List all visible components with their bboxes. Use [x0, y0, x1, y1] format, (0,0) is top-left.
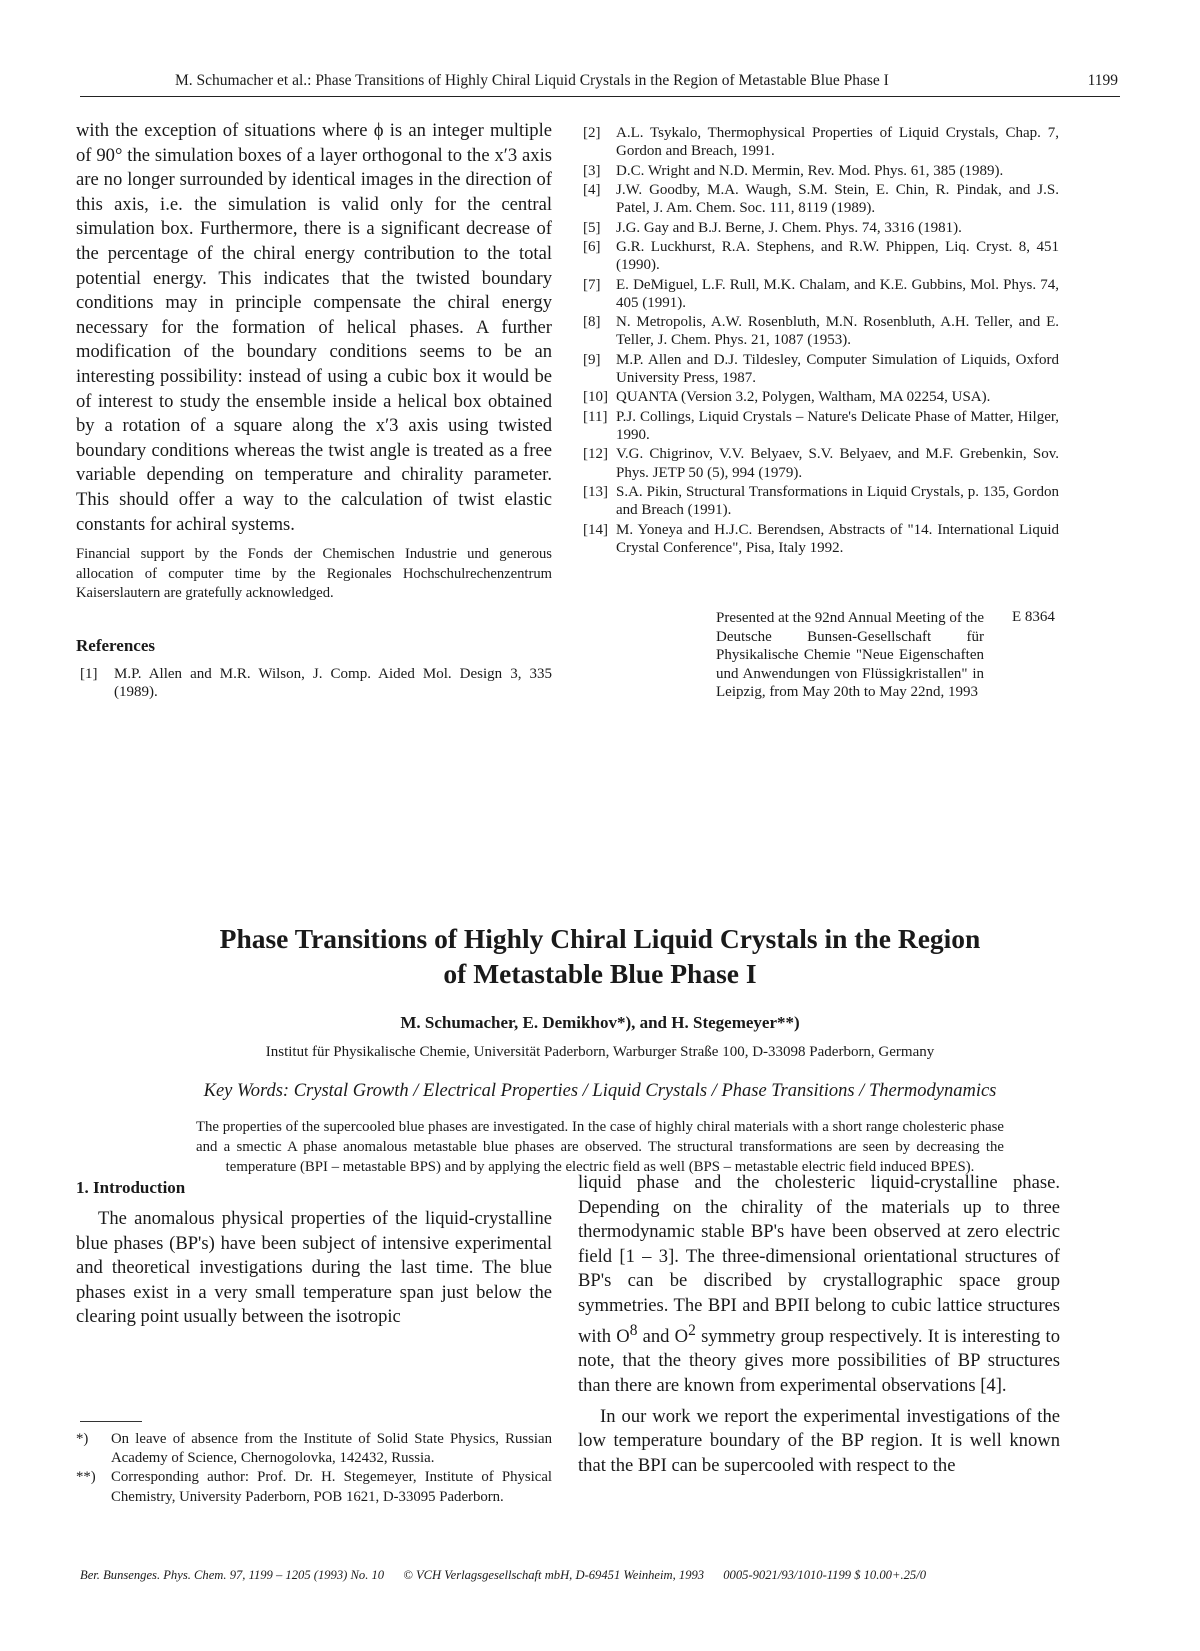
- footnote-item: **) Corresponding author: Prof. Dr. H. Stegemeyer, Institute of Physical Chemistry, University Paderborn, POB 1621, D-33095 Paderborn.: [76, 1469, 552, 1505]
- reference-item: [9] M.P. Allen and D.J. Tildesley, Computer Simulation of Liquids, Oxford University Press, 1987.: [583, 351, 1059, 386]
- section-heading-introduction: 1. Introduction: [76, 1178, 186, 1197]
- references-heading: References: [76, 636, 155, 655]
- affiliation: Institut für Physikalische Chemie, Universität Paderborn, Warburger Straße 100, D-33098 Paderborn, Germany: [265, 1044, 935, 1060]
- reference-item: [8] N. Metropolis, A.W. Rosenbluth, M.N. Rosenbluth, A.H. Teller, and E. Teller, J. Chem. Phys. 21, 1087 (1953).: [583, 314, 1059, 349]
- reference-item: [5] J.G. Gay and B.J. Berne, J. Chem. Phys. 74, 3316 (1981).: [583, 219, 962, 236]
- footer-journal: Ber. Bunsenges. Phys. Chem. 97, 1199 – 1205 (1993) No. 10: [80, 1568, 385, 1582]
- intro-right-column: [578, 1171, 1060, 1478]
- running-head: [80, 70, 1120, 97]
- reference-item: [6] G.R. Luckhurst, R.A. Stephens, and R.W. Phippen, Liq. Cryst. 8, 451 (1990).: [583, 238, 1059, 274]
- footnote-rule: [80, 1421, 142, 1422]
- abstract: The properties of the supercooled blue phases are investigated. In the case of highly chiral materials with a short range cholesteric phase and a smectic A phase anomalous metastable blue phases are observed. The structural transformations are seen by decreasing the temperature (BPI – metastable BPS) and by applying the electric field as well (BPS – metastable electric field induced BPES).: [196, 1119, 1004, 1175]
- reference-item: [11] P.J. Collings, Liquid Crystals – Nature's Delicate Phase of Matter, Hilger, 1990.: [583, 408, 1059, 443]
- reference-item: [14] M. Yoneya and H.J.C. Berendsen, Abstracts of "14. International Liquid Crystal Conference", Pisa, Italy 1992.: [583, 521, 1059, 556]
- keywords: Key Words: Crystal Growth / Electrical Properties / Liquid Crystals / Phase Transitions / Thermodynamics: [203, 1081, 997, 1101]
- reference-item: [10] QUANTA (Version 3.2, Polygen, Waltham, MA 02254, USA).: [583, 389, 991, 406]
- paragraph-text: with the exception of situations where ϕ is an integer multiple of 90° the simulation boxes of a layer orthogonal to the x′3 axis are no longer surrounded by identical images in the direction of this axis, i.e. the simulation is valid only for the central simulation box. Furthermore, there is a significant decrease of the percentage of the chiral energy contribution to the total potential energy. This indicates that the twisted boundary conditions may in principle compensate the chiral energy necessary for the formation of helical phases. A further modification of the boundary conditions seems to be an interesting possibility: instead of using a cubic box it would be of interest to study the ensemble inside a helical box obtained by a rotation of a square along the x′3 axis using twisted boundary conditions whereas the twist angle is treated as a free variable depending on temperature and chirality parameter. This should offer a way to the calculation of twist elastic constants for achiral systems.: [76, 120, 552, 535]
- footer-publisher: © VCH Verlagsgesellschaft mbH, D-69451 Weinheim, 1993: [403, 1568, 705, 1582]
- references-right-list: [583, 124, 1059, 558]
- reference-item: [3] D.C. Wright and N.D. Mermin, Rev. Mod. Phys. 61, 385 (1989).: [583, 162, 1004, 179]
- footnotes: [76, 1430, 552, 1507]
- footer-code: 0005-9021/93/1010-1199 $ 10.00+.25/0: [723, 1568, 927, 1582]
- references-left-list: [80, 665, 552, 703]
- page-footer: [80, 1568, 1120, 1583]
- reference-item: [2] A.L. Tsykalo, Thermophysical Properties of Liquid Crystals, Chap. 7, Gordon and Breach, 1991.: [583, 125, 1059, 160]
- reference-item: [4] J.W. Goodby, M.A. Waugh, S.M. Stein, E. Chin, R. Pindak, and J.S. Patel, J. Am. Chem. Soc. 111, 8119 (1989).: [583, 181, 1059, 217]
- footnote-item: *) On leave of absence from the Institute of Solid State Physics, Russian Academy of Science, Chernogolovka, 142432, Russia.: [76, 1431, 552, 1467]
- reference-item: [13] S.A. Pikin, Structural Transformations in Liquid Crystals, p. 135, Gordon and Breach (1991).: [583, 483, 1059, 519]
- authors: M. Schumacher, E. Demikhov*), and H. Stegemeyer**): [400, 1013, 800, 1032]
- intro-right-paragraph-2: In our work we report the experimental investigations of the low temperature boundary of the BP region. It is well known that the BPI can be supercooled with respect to the: [578, 1405, 1060, 1476]
- previous-article-paragraph: [76, 119, 552, 537]
- reference-item: [12] V.G. Chigrinov, V.V. Belyaev, S.V. Belyaev, and M.F. Grebenkin, Sov. Phys. JETP 50 (5), 994 (1979).: [583, 446, 1059, 481]
- intro-right-paragraph-1: liquid phase and the cholesteric liquid-crystalline phase. Depending on the chirality of the materials up to three thermodynamic stable BP's have been observed at zero electric field [1 – 3]. The three-dimensional orientational structures of BP's can be discribed by crystallographic space group symmetries. The BPI and BPII belong to cubic lattice structures with $O^8$ and $O^2$ symmetry group respectively. It is interesting to note, that the theory gives more possibilities of BP structures than there are known from experimental observations [4].: [578, 1172, 1060, 1396]
- intro-left-paragraph: The anomalous physical properties of the liquid-crystalline blue phases (BP's) have been subject of intensive experimental and theoretical investigations during the last time. The blue phases exist in a very small temperature span just below the clearing point usually between the isotropic: [76, 1208, 552, 1328]
- presented-note: Presented at the 92nd Annual Meeting of the Deutsche Bunsen-Gesellschaft für Physikalische Chemie "Neue Eigenschaften und Anwendungen von Flüssigkristallen" in Leipzig, from May 20th to May 22nd, 1993: [716, 610, 984, 701]
- paper-code: E 8364: [1012, 609, 1055, 625]
- acknowledgement: Financial support by the Fonds der Chemischen Industrie und generous allocation of computer time by the Regionales Hochschulrechenzentrum Kaiserslautern are gratefully acknowledged.: [76, 546, 552, 601]
- article-title: Phase Transitions of Highly Chiral Liquid Crystals in the Region of Metastable Blue Phase I: [219, 923, 981, 989]
- reference-item: [1] M.P. Allen and M.R. Wilson, J. Comp. Aided Mol. Design 3, 335 (1989).: [80, 666, 552, 701]
- running-head-title: M. Schumacher et al.: Phase Transitions of Highly Chiral Liquid Crystals in the Region of Metastable Blue Phase I: [175, 72, 889, 89]
- page-number: 1199: [1087, 72, 1118, 89]
- reference-item: [7] E. DeMiguel, L.F. Rull, M.K. Chalam, and K.E. Gubbins, Mol. Phys. 74, 405 (1991).: [583, 276, 1059, 311]
